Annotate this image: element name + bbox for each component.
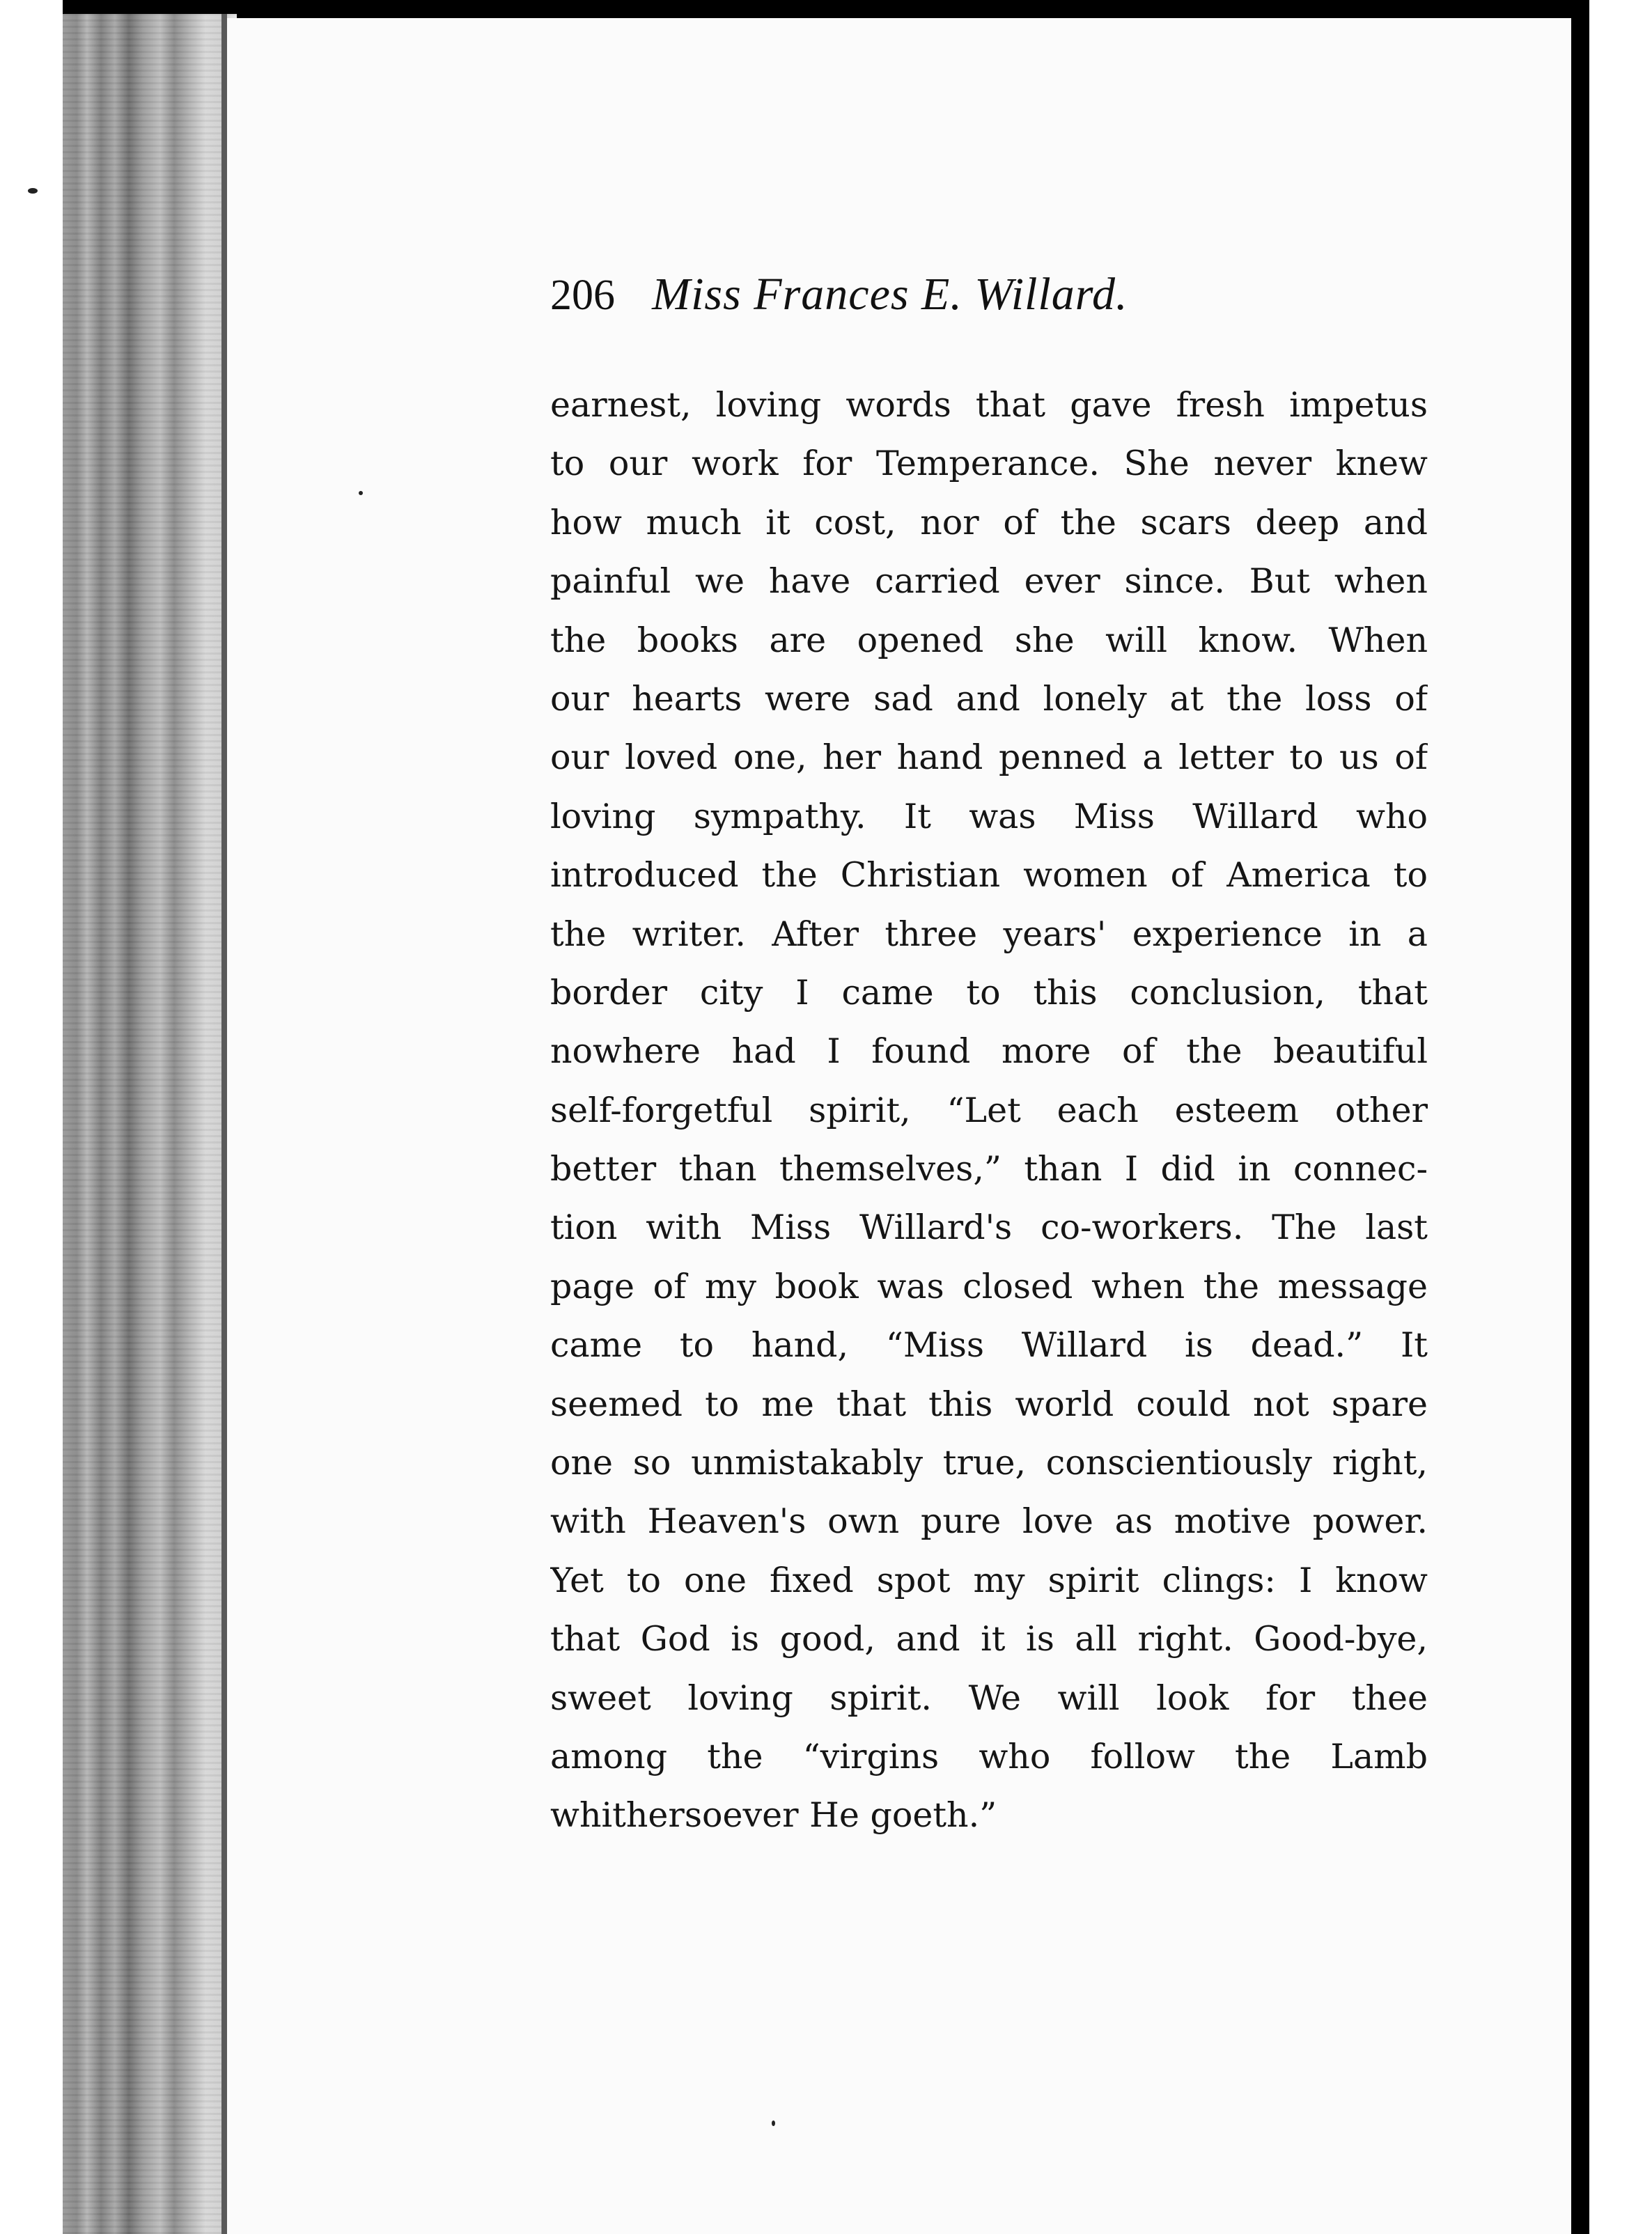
page-number: 206 bbox=[550, 272, 615, 319]
text-line: nowhere had I found more of the beautiful bbox=[550, 1031, 1428, 1072]
scan-top-border bbox=[0, 0, 1652, 18]
text-line: tion with Miss Willard's co-workers. The last bbox=[550, 1208, 1428, 1248]
running-title: Miss Frances E. Willard. bbox=[652, 269, 1128, 320]
text-line: our hearts were sad and lonely at the loss of bbox=[550, 678, 1428, 719]
text-line: loving sympathy. It was Miss Willard who bbox=[550, 796, 1428, 836]
running-head bbox=[550, 268, 1316, 338]
text-line: the writer. After three years' experience in a bbox=[550, 914, 1428, 954]
text-line: Yet to one fixed spot my spirit clings: I know bbox=[550, 1560, 1428, 1600]
text-line: among the “virgins who follow the Lamb bbox=[550, 1736, 1428, 1776]
text-line: one so unmistakably true, conscientiously right, bbox=[550, 1443, 1428, 1483]
text-line: with Heaven's own pure love as motive power. bbox=[550, 1501, 1428, 1542]
scan-speck bbox=[772, 2120, 775, 2126]
text-line: to our work for Temperance. She never knew bbox=[550, 444, 1428, 484]
book-page-edges bbox=[63, 14, 237, 2234]
text-line: page of my book was closed when the message bbox=[550, 1266, 1428, 1306]
text-line: came to hand, “Miss Willard is dead.” It bbox=[550, 1325, 1428, 1366]
scan-speck bbox=[28, 188, 38, 194]
text-line: the books are opened she will know. When bbox=[550, 620, 1428, 660]
text-line: earnest, loving words that gave fresh impetus bbox=[550, 385, 1428, 425]
scan-right-margin bbox=[1589, 0, 1652, 2234]
text-line: painful we have carried ever since. But when bbox=[550, 561, 1428, 602]
scan-left-margin bbox=[0, 0, 63, 2234]
text-line: border city I came to this conclusion, that bbox=[550, 972, 1428, 1013]
body-text bbox=[550, 376, 1428, 1845]
text-line: better than themselves,” than I did in connec- bbox=[550, 1149, 1428, 1189]
text-line: seemed to me that this world could not spare bbox=[550, 1384, 1428, 1424]
text-line: that God is good, and it is all right. Good-bye, bbox=[550, 1619, 1428, 1659]
text-line: sweet loving spirit. We will look for thee bbox=[550, 1678, 1428, 1718]
page-edge-line bbox=[221, 14, 227, 2234]
text-line: self-forgetful spirit, “Let each esteem other bbox=[550, 1090, 1428, 1130]
text-line: whithersoever He goeth.” bbox=[550, 1795, 997, 1836]
text-line: introduced the Christian women of America to bbox=[550, 855, 1428, 896]
text-line: our loved one, her hand penned a letter to us of bbox=[550, 737, 1428, 778]
text-line: how much it cost, nor of the scars deep and bbox=[550, 502, 1428, 542]
scan-speck bbox=[359, 491, 363, 495]
scan-right-border bbox=[1571, 0, 1589, 2234]
